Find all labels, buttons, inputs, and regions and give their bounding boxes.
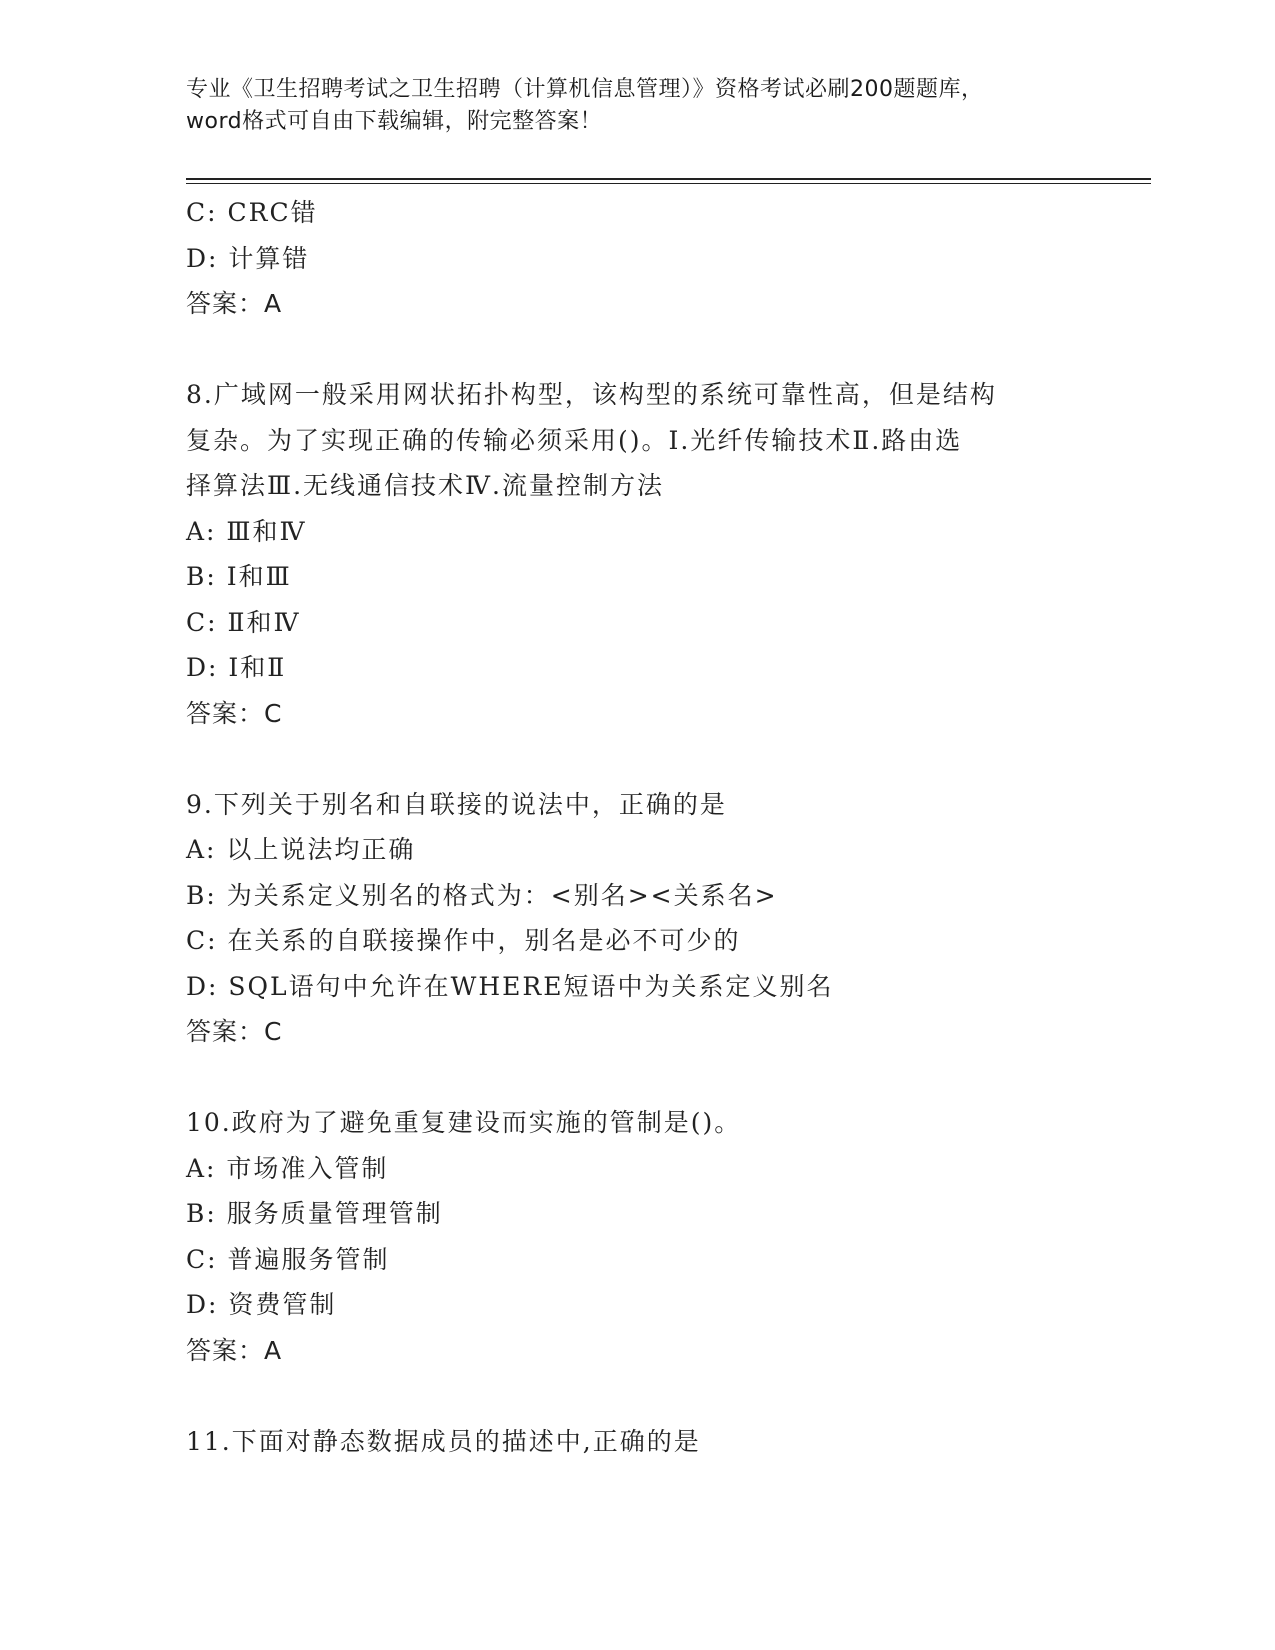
question-stem-line: 8.广域网一般采用网状拓扑构型，该构型的系统可靠性高，但是结构 [186,380,997,409]
question-spacer [186,1373,1086,1419]
question-stem-line: 复杂。为了实现正确的传输必须采用()。Ⅰ.光纤传输技术Ⅱ.路由选 [186,425,963,455]
answer-line: 答案：A [186,1335,283,1365]
question-10 [186,1100,1086,1373]
option-b: B: 为关系定义别名的格式为：<别名><关系名> [186,880,778,910]
question-7-tail [186,190,1086,327]
option-d: D: Ⅰ和Ⅱ [186,653,287,682]
header-title-line-1: 专业《卫生招聘考试之卫生招聘（计算机信息管理）》资格考试必刷200题题库， [186,77,984,102]
option-a: A: 市场准入管制 [186,1153,389,1183]
option-d: D: 计算错 [186,243,310,273]
header-divider-thick [186,178,1151,180]
document-body [186,190,1086,1464]
option-c: C: CRC错 [186,198,318,227]
option-b: B: Ⅰ和Ⅲ [186,562,292,591]
header-divider-thin [186,183,1151,184]
question-8 [186,372,1086,736]
option-a: A: Ⅲ和Ⅳ [186,516,307,546]
question-9 [186,782,1086,1055]
option-c: C: Ⅱ和Ⅳ [186,607,301,637]
option-d: D: 资费管制 [186,1290,337,1319]
option-d: D: SQL语句中允许在WHERE短语中为关系定义别名 [186,971,834,1001]
answer-line: 答案：A [186,289,283,318]
question-stem-line: 9.下列关于别名和自联接的说法中，正确的是 [186,789,727,819]
question-spacer [186,736,1086,782]
answer-line: 答案：C [186,698,283,728]
option-c: C: 普遍服务管制 [186,1244,390,1274]
document-header [186,74,1106,138]
option-b: B: 服务质量管理管制 [186,1199,443,1228]
question-spacer [186,327,1086,373]
question-stem-line: 10.政府为了避免重复建设而实施的管制是()。 [186,1108,742,1137]
option-a: A: 以上说法均正确 [186,835,416,864]
question-spacer [186,1055,1086,1101]
question-stem-line: 11.下面对静态数据成员的描述中,正确的是 [186,1426,701,1456]
option-c: C: 在关系的自联接操作中，别名是必不可少的 [186,926,741,955]
question-stem-line: 择算法Ⅲ.无线通信技术Ⅳ.流量控制方法 [186,471,664,500]
header-title-line-2: word格式可自由下载编辑，附完整答案！ [186,109,603,134]
answer-line: 答案：C [186,1017,283,1046]
question-11 [186,1419,1086,1465]
